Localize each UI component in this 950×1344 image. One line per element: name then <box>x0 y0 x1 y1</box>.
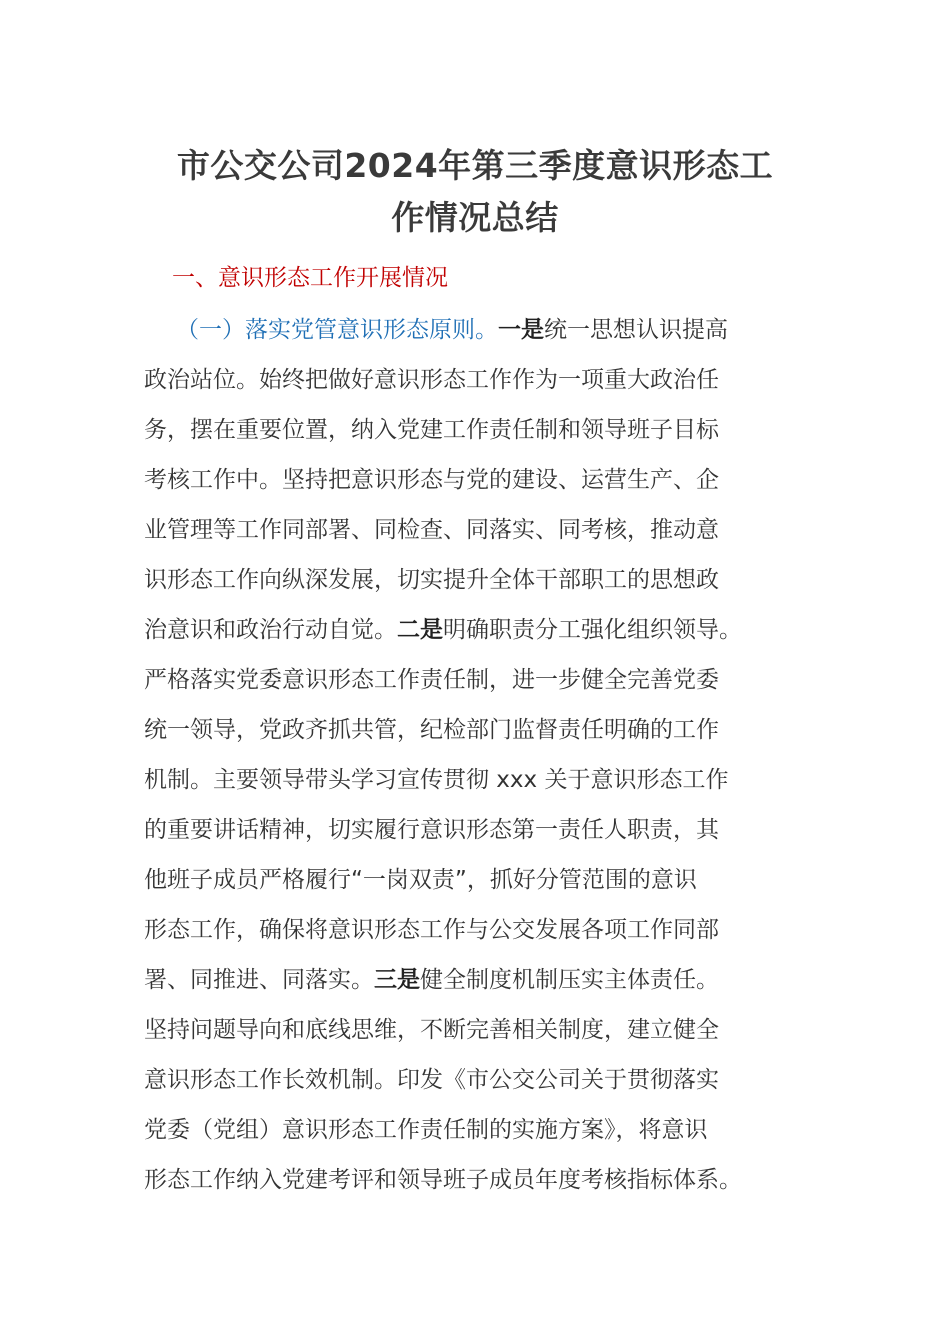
paragraph-line-16: 意识形态工作长效机制。印发《市公交公司关于贯彻落实 <box>144 1067 719 1093</box>
line-14-text-pre: 署、同推进、同落实。 <box>144 967 374 993</box>
paragraph-line-17: 党委（党组）意识形态工作责任制的实施方案》，将意识 <box>144 1117 708 1143</box>
paragraph-line-3: 务，摆在重要位置，纳入党建工作责任制和领导班子目标 <box>144 417 719 443</box>
title-line-1: 市公交公司2024年第三季度意识形态工 <box>176 146 774 185</box>
paragraph-line-5: 业管理等工作同部署、同检查、同落实、同考核，推动意 <box>144 517 719 543</box>
paragraph-line-11: 的重要讲话精神，切实履行意识形态第一责任人职责，其 <box>144 817 719 843</box>
paragraph-line-18: 形态工作纳入党建考评和领导班子成员年度考核指标体系。 <box>144 1167 742 1193</box>
paragraph-line-6: 识形态工作向纵深发展，切实提升全体干部职工的思想政 <box>144 567 719 593</box>
line-14-text-post: 健全制度机制压实主体责任。 <box>420 967 719 993</box>
body-paragraph <box>144 307 804 1207</box>
paragraph-line-7 <box>144 607 804 657</box>
paragraph-line-12: 他班子成员严格履行“一岗双责”，抓好分管范围的意识 <box>144 867 697 893</box>
paragraph-line-15: 坚持问题导向和底线思维，不断完善相关制度，建立健全 <box>144 1017 719 1043</box>
line-1-text: 统一思想认识提高 <box>544 317 728 343</box>
lead-phrase-1: 一是 <box>498 317 544 343</box>
paragraph-line-1 <box>144 307 804 357</box>
section-heading-1: 一、意识形态工作开展情况 <box>172 265 448 291</box>
paragraph-line-13: 形态工作，确保将意识形态工作与公交发展各项工作同部 <box>144 917 719 943</box>
paragraph-line-10: 机制。主要领导带头学习宣传贯彻 xxx 关于意识形态工作 <box>144 767 729 793</box>
lead-phrase-2: 二是 <box>397 617 443 643</box>
paragraph-line-8: 严格落实党委意识形态工作责任制，进一步健全完善党委 <box>144 667 719 693</box>
line-7-text-post: 明确职责分工强化组织领导。 <box>443 617 742 643</box>
line-7-text-pre: 治意识和政治行动自觉。 <box>144 617 397 643</box>
document-title <box>148 140 802 244</box>
paragraph-line-4: 考核工作中。坚持把意识形态与党的建设、运营生产、企 <box>144 467 719 493</box>
title-line-2: 作情况总结 <box>391 198 559 237</box>
lead-phrase-3: 三是 <box>374 967 420 993</box>
subsection-heading-1: （一）落实党管意识形态原则。 <box>176 317 498 343</box>
paragraph-line-14 <box>144 957 804 1007</box>
paragraph-line-2: 政治站位。始终把做好意识形态工作作为一项重大政治任 <box>144 367 719 393</box>
paragraph-line-9: 统一领导，党政齐抓共管，纪检部门监督责任明确的工作 <box>144 717 719 743</box>
